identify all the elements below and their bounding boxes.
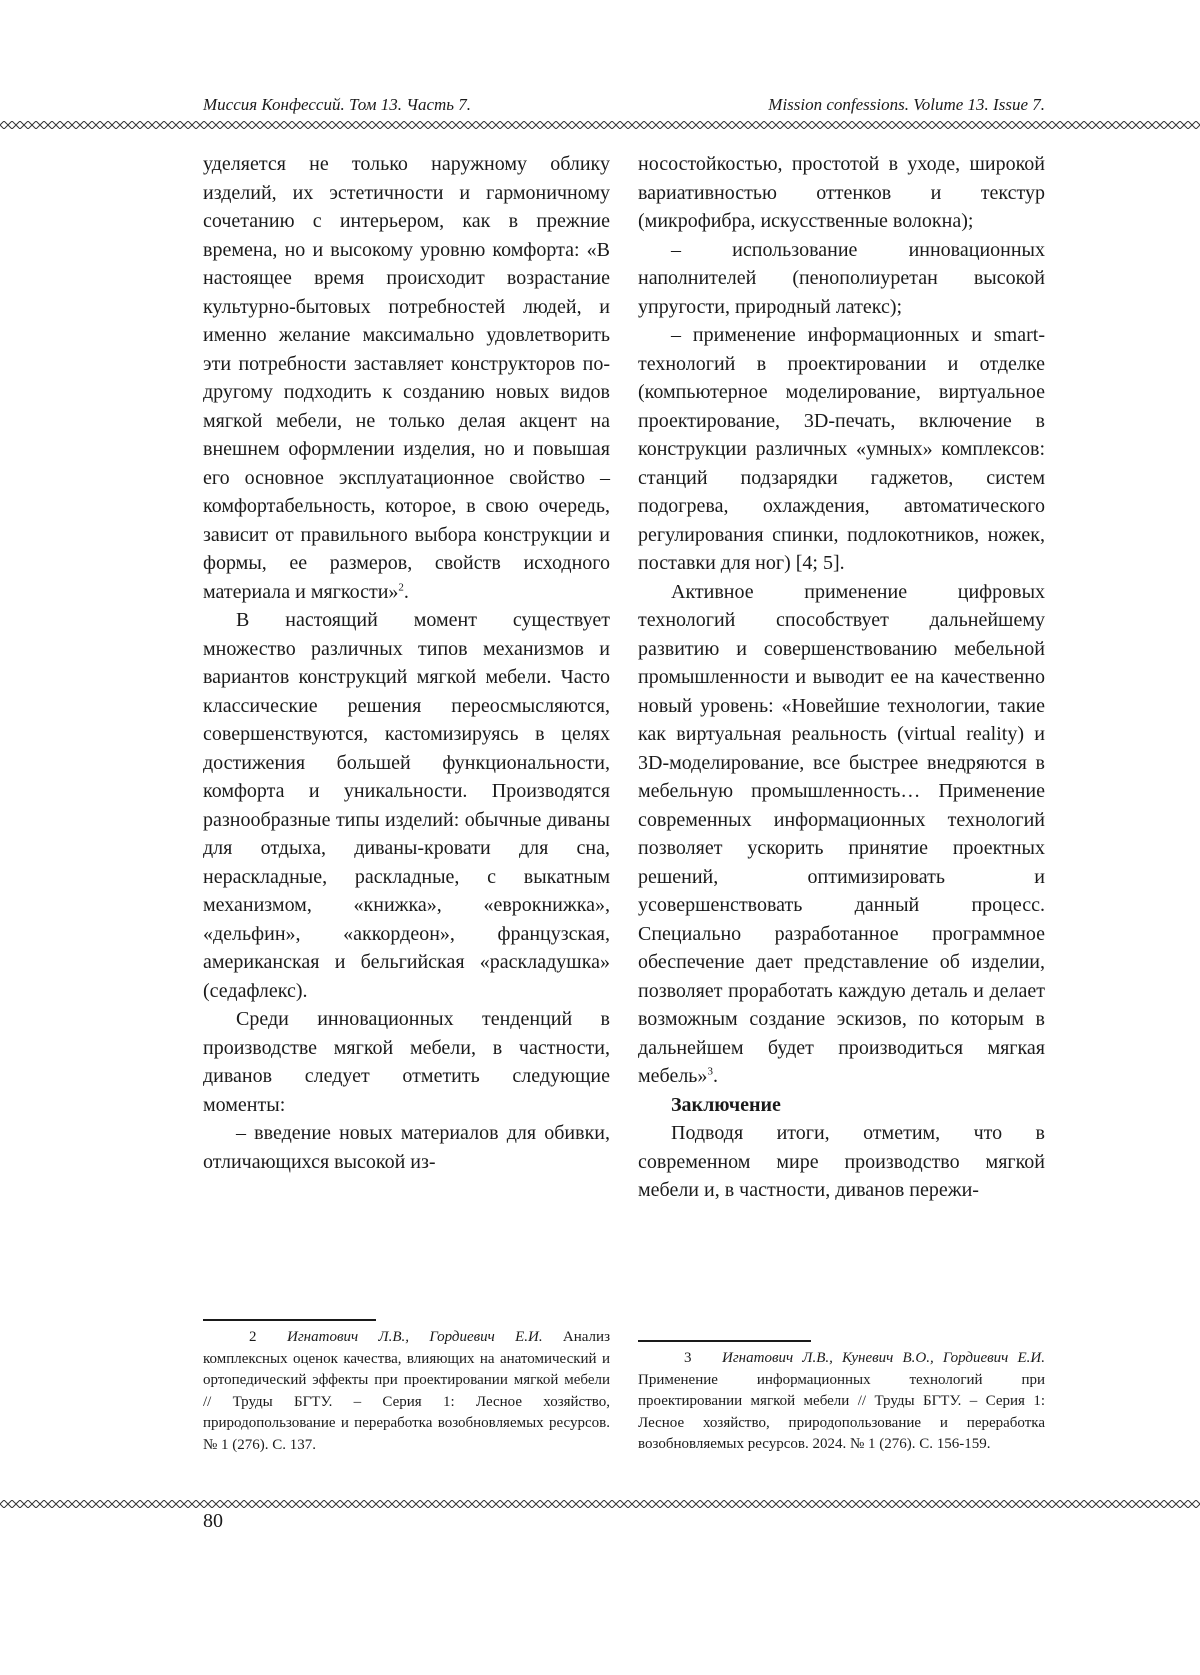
footnote-2-number: 2 — [249, 1329, 257, 1345]
left-column — [203, 150, 610, 1176]
top-ornament-border — [0, 121, 1200, 129]
right-paragraph-1: носостойкостью, простотой в уходе, широкой вариативностью оттенков и текстур (микрофибра, искусственные волокна); — [638, 153, 1045, 232]
footnote-2 — [203, 1327, 610, 1456]
page-number: 80 — [203, 1510, 223, 1532]
left-list-item-1: – введение новых материалов для обивки, отличающихся высокой из- — [203, 1122, 610, 1173]
footnote-3-number: 3 — [684, 1350, 692, 1366]
footnote-2-authors: Игнатович Л.В., Гордиевич Е.И. — [287, 1329, 543, 1345]
left-paragraph-2: В настоящий момент существует множество различных типов механизмов и вариантов конструкций мягкой мебели. Часто классические решения переосмысляются, совершенствуются, кастомизируясь в целях достижения большей функциональности, комфорта и уникальности. Производятся разнообразные типы изделий: обычные диваны для отдыха, диваны-кровати для сна, нераскладные, раскладные, с выкатным механизмом, «книжка», «еврокнижка», «дельфин», «аккордеон», французская, американская и бельгийская «раскладушка» (седафлекс). — [203, 609, 610, 1002]
left-paragraph-1: уделяется не только наружному облику изделий, их эстетичности и гармоничному сочетанию с интерьером, как в прежние времена, но и высокому уровню комфорта: «В настоящее время происходит возрастание культурно-бытовых потребностей людей, и именно желание максимально удовлетворить эти потребности заставляет конструкторов по-другому подходить к созданию новых видов мягкой мебели, не только делая акцент на внешнем оформлении изделия, но и повышая его основное эксплуатационное свойство – комфортабельность, которое, в свою очередь, зависит от правильного выбора конструкции и формы, ее размеров, свойств исходного материала и мягкости»$^2$. — [203, 153, 610, 603]
right-column — [638, 150, 1045, 1205]
footnote-rule-right — [638, 1340, 811, 1342]
right-paragraph-5: Подводя итоги, отметим, что в современном мире производство мягкой мебели и, в частности, диванов пережи- — [638, 1122, 1045, 1201]
running-head-left: Миссия Конфессий. Том 13. Часть 7. — [203, 95, 472, 114]
section-heading-conclusion: Заключение — [671, 1093, 781, 1116]
footnote-rule-left — [203, 1319, 376, 1321]
footnote-3-authors: Игнатович Л.В., Куневич В.О., Гордиевич Е.И. — [722, 1350, 1045, 1366]
footnote-2-text: Анализ комплексных оценок качества, влияющих на анатомический и ортопедический эффекты при проектировании мягкой мебели // Труды БГТУ. – Серия 1: Лесное хозяйство, природопользование и переработка возобновляемых ресурсов. № 1 (276). С. 137. — [203, 1329, 610, 1453]
footnote-ref-2[interactable]: 2 — [398, 580, 404, 593]
right-list-item-2: – использование инновационных наполнителей (пенополиуретан высокой упругости, природный латекс); — [638, 238, 1045, 318]
right-paragraph-4: Активное применение цифровых технологий способствует дальнейшему развитию и совершенствованию мебельной промышленности и выводит ее на качественно новый уровень: «Новейшие технологии, такие как виртуальная реальность (virtual reality) и 3D-моделирование, все быстрее внедряются в мебельную промышленность… Применение современных информационных технологий позволяет ускорить принятие проектных решений, оптимизировать и усовершенствовать данный процесс. Специально разработанное программное обеспечение дает представление об изделии, позволяет проработать каждую деталь и делает возможным создание эскизов, по которым в дальнейшем будет производиться мягкая мебель»$^3$. — [638, 580, 1045, 1087]
footnote-3 — [638, 1348, 1045, 1456]
left-paragraph-3: Среди инновационных тенденций в производстве мягкой мебели, в частности, диванов следует отметить следующие моменты: — [203, 1008, 610, 1116]
right-list-item-3: – применение информационных и smart-технологий в проектировании и отделке (компьютерное моделирование, виртуальное проектирование, 3D-печать, включение в конструкции различных «умных» комплексов: станций подзарядки гаджетов, систем подогрева, охлаждения, автоматического регулирования спинки, подлокотников, ножек, поставки для ног) [4; 5]. — [638, 324, 1045, 574]
running-head — [203, 95, 1045, 121]
bottom-ornament-border — [0, 1500, 1200, 1508]
running-head-right: Mission confessions. Volume 13. Issue 7. — [768, 95, 1045, 114]
footnote-ref-3[interactable]: 3 — [707, 1065, 713, 1078]
footnote-3-text: Применение информационных технологий при проектировании мягкой мебели // Труды БГТУ. – Серия 1: Лесное хозяйство, природопользование и переработка возобновляемых ресурсов. 2024. № 1 (276). С. 156-159. — [638, 1371, 1045, 1452]
